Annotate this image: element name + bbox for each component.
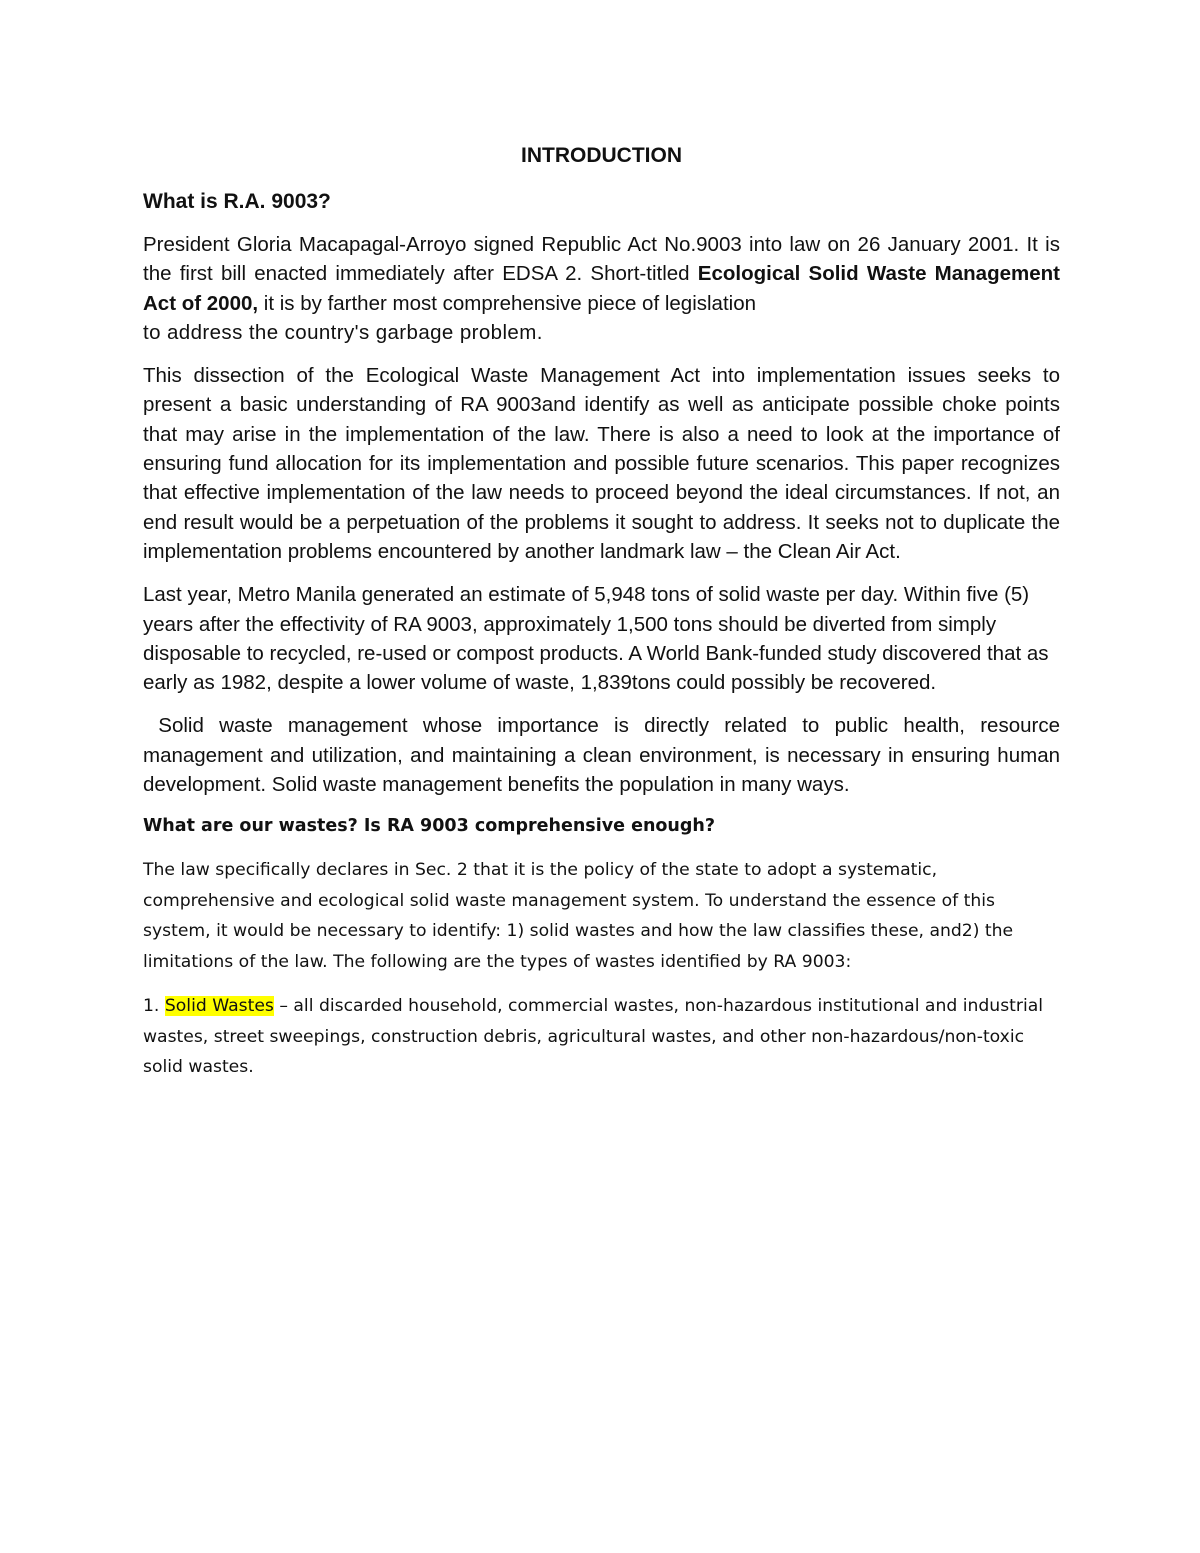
paragraph-solid-waste-management: Solid waste management whose importance is directly related to public health, resource management and utilization, and maintaining a clean environment, is necessary in ensuring human development. Solid waste management benefits the population in many ways. — [143, 714, 1066, 797]
highlighted-term: Solid Wastes — [164, 996, 274, 1017]
paragraph-policy: The law specifically declares in Sec. 2 that it is the policy of the state to adopt a systematic, comprehensive and ecological solid waste management system. To understand the essence of this system, it would be necessary to identify: 1) solid wastes and how the law classifies these, and2) the limitations of the law. The following are the types of wastes identified by RA 9003: — [143, 860, 1014, 972]
list-item-number: 1. — [143, 996, 165, 1017]
document-title: INTRODUCTION — [521, 144, 682, 167]
section-heading-wastes: What are our wastes? Is RA 9003 comprehensive enough? — [143, 816, 716, 837]
section-heading-ra9003: What is R.A. 9003? — [143, 190, 331, 213]
paragraph-intro-text-cont: it is by farther most comprehensive piece of legislation — [258, 291, 757, 315]
paragraph-metro-manila: Last year, Metro Manila generated an estimate of 5,948 tons of solid waste per day. Within five (5) years after the effectivity of RA 9003, approximately 1,500 tons should be diverted from simply disposable to recycled, re-used or compost products. A World Bank-funded study discovered that as early as 1982, despite a lower volume of waste, 1,839tons could possibly be recovered. — [143, 583, 1049, 695]
document-body — [143, 142, 1066, 1083]
paragraph-dissection: This dissection of the Ecological Waste Management Act into implementation issues seeks to present a basic understanding of RA 9003and identify as well as anticipate possible choke points that may arise in the implementation of the law. There is also a need to look at the importance of ensuring fund allocation for its implementation and possible future scenarios. This paper recognizes that effective implementation of the law needs to proceed beyond the ideal circumstances. If not, an end result would be a perpetuation of the problems it sought to address. It seeks not to duplicate the implementation problems encountered by another landmark law – the Clean Air Act. — [143, 364, 1060, 563]
paragraph-intro-text: President Gloria Macapagal-Arroyo signed Republic Act No.9003 into law on 26 January 2001. It is the first bill enacted immediately after EDSA 2. Short-titled — [143, 233, 1060, 286]
act-title-bold: Ecological Solid Waste Management Act of 2000, — [143, 262, 1060, 315]
list-item-text: – all discarded household, commercial wastes, non-hazardous institutional and industrial wastes, street sweepings, construction debris, agricultural wastes, and other non-hazardous/non-toxic solid wastes. — [143, 996, 1044, 1078]
paragraph-intro — [143, 230, 1060, 347]
list-item-solid-wastes — [143, 991, 1060, 1083]
paragraph-intro-last-line: to address the country's garbage problem. — [143, 320, 543, 344]
